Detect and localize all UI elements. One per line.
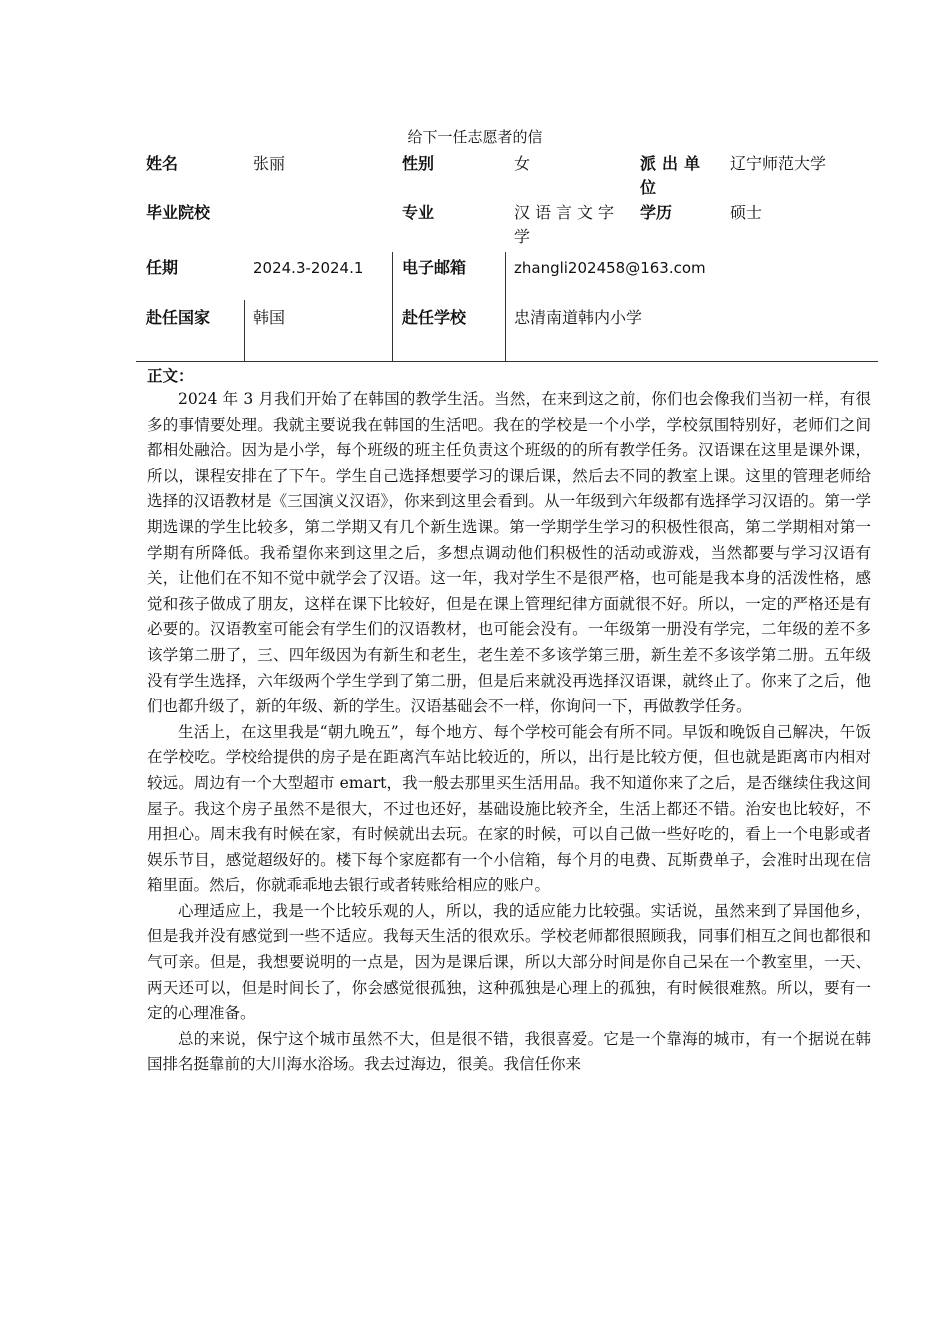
paragraph-teaching: 2024 年 3 月我们开始了在韩国的教学生活。当然，在来到这之前，你们也会像我们当初一样，有很多的事情要处理。我就主要说我在韩国的生活吧。我在的学校是一个小学，学校氛围特别好，老师们之间都相处融洽。因为是小学，每个班级的班主任负责这个班级的的所有教学任务。汉语课在这里是课外课，所以，课程安排在了下午。学生自己选择想要学习的课后课，然后去不同的教室上课。这里的管理老师给选择的汉语教材是《三国演义汉语》，你来到这里会看到。从一年级到六年级都有选择学习汉语的。第一学期选课的学生比较多，第二学期又有几个新生选课。第一学期学生学习的积极性很高，第二学期相对第一学期有所降低。我希望你来到这里之后，多想点调动他们积极性的活动或游戏，当然都要与学习汉语有关，让他们在不知不觉中就学会了汉语。这一年，我对学生不是很严格，也可能是我本身的活泼性格，感觉和孩子做成了朋友，这样在课下比较好，但是在课上管理纪律方面就很不好。所以，一定的严格还是有必要的。汉语教室可能会有学生们的汉语教材，也可能会没有。一年级第一册没有学完，二年级的差不多该学第二册了，三、四年级因为有新生和老生，老生差不多该学第三册，新生差不多该学第二册。五年级没有学生选择，六年级两个学生学到了第二册，但是后来就没再选择汉语课，就终止了。你来了之后，他们也都升级了，新的年级、新的学生。汉语基础会不一样，你询问一下，再做教学任务。 — [147, 390, 871, 716]
email-value: zhangli202458@163.com — [514, 259, 706, 277]
post-school-label: 赴任学校 — [402, 308, 467, 327]
school-label: 毕业院校 — [146, 203, 211, 222]
term-label: 任期 — [146, 258, 179, 277]
gender-label: 性别 — [402, 154, 435, 173]
name-label: 姓名 — [146, 154, 179, 173]
country-value: 韩国 — [253, 308, 286, 327]
table-divider — [244, 300, 245, 361]
paragraph-living: 生活上，在这里我是“朝九晚五”，每个地方、每个学校可能会有所不同。早饭和晚饭自己解决，午饭在学校吃。学校给提供的房子是在距离汽车站比较近的，所以，出行是比较方便，但也就是距离市内相对较远。周边有一个大型超市 emart，我一般去那里买生活用品。我不知道你来了之后，是否继续住我这间屋子。我这个房子虽然不是很大，不过也还好，基础设施比较齐全，生活上都还不错。治安也比较好，不用担心。周末我有时候在家，有时候就出去玩。在家的时候，可以自己做一些好吃的，看上一个电影或者娱乐节目，感觉超级好的。楼下每个家庭都有一个小信箱，每个月的电费、瓦斯费单子，会准时出现在信箱里面。然后，你就乖乖地去银行或者转账给相应的账户。 — [147, 722, 871, 895]
document-title: 给下一任志愿者的信 — [407, 128, 543, 146]
major-label: 专业 — [402, 203, 435, 222]
letter-body — [147, 387, 871, 1078]
paragraph-psychology: 心理适应上，我是一个比较乐观的人，所以，我的适应能力比较强。实话说，虽然来到了异国他乡，但是我并没有感觉到一些不适应。我每天生活的很欢乐。学校老师都很照顾我，同事们相互之间也都很和气可亲。但是，我想要说明的一点是，因为是课后课，所以大部分时间是你自己呆在一个教室里，一天、两天还可以，但是时间长了，你会感觉很孤独，这种孤独是心理上的孤独，有时候很难熬。所以，要有一定的心理准备。 — [147, 901, 871, 1023]
post-school-value: 忠清南道韩内小学 — [514, 308, 643, 327]
volunteer-info-table — [136, 148, 878, 362]
table-divider — [505, 252, 506, 361]
email-label: 电子邮箱 — [402, 258, 467, 277]
term-value: 2024.3-2024.1 — [253, 259, 364, 277]
degree-value: 硕士 — [730, 203, 763, 222]
country-label: 赴任国家 — [146, 308, 211, 327]
paragraph-summary: 总的来说，保宁这个城市虽然不大，但是很不错，我很喜爱。它是一个靠海的城市，有一个据说在韩国排名挺靠前的大川海水浴场。我去过海边，很美。我信任你来 — [147, 1029, 871, 1074]
gender-value: 女 — [514, 154, 531, 173]
name-value: 张丽 — [253, 154, 286, 173]
major-value: 汉语言文字学 — [514, 203, 620, 246]
unit-label: 派出单位 — [640, 154, 707, 197]
table-divider — [392, 252, 393, 361]
degree-label: 学历 — [640, 203, 673, 222]
body-heading: 正文： — [147, 367, 194, 385]
unit-value: 辽宁师范大学 — [730, 154, 827, 173]
